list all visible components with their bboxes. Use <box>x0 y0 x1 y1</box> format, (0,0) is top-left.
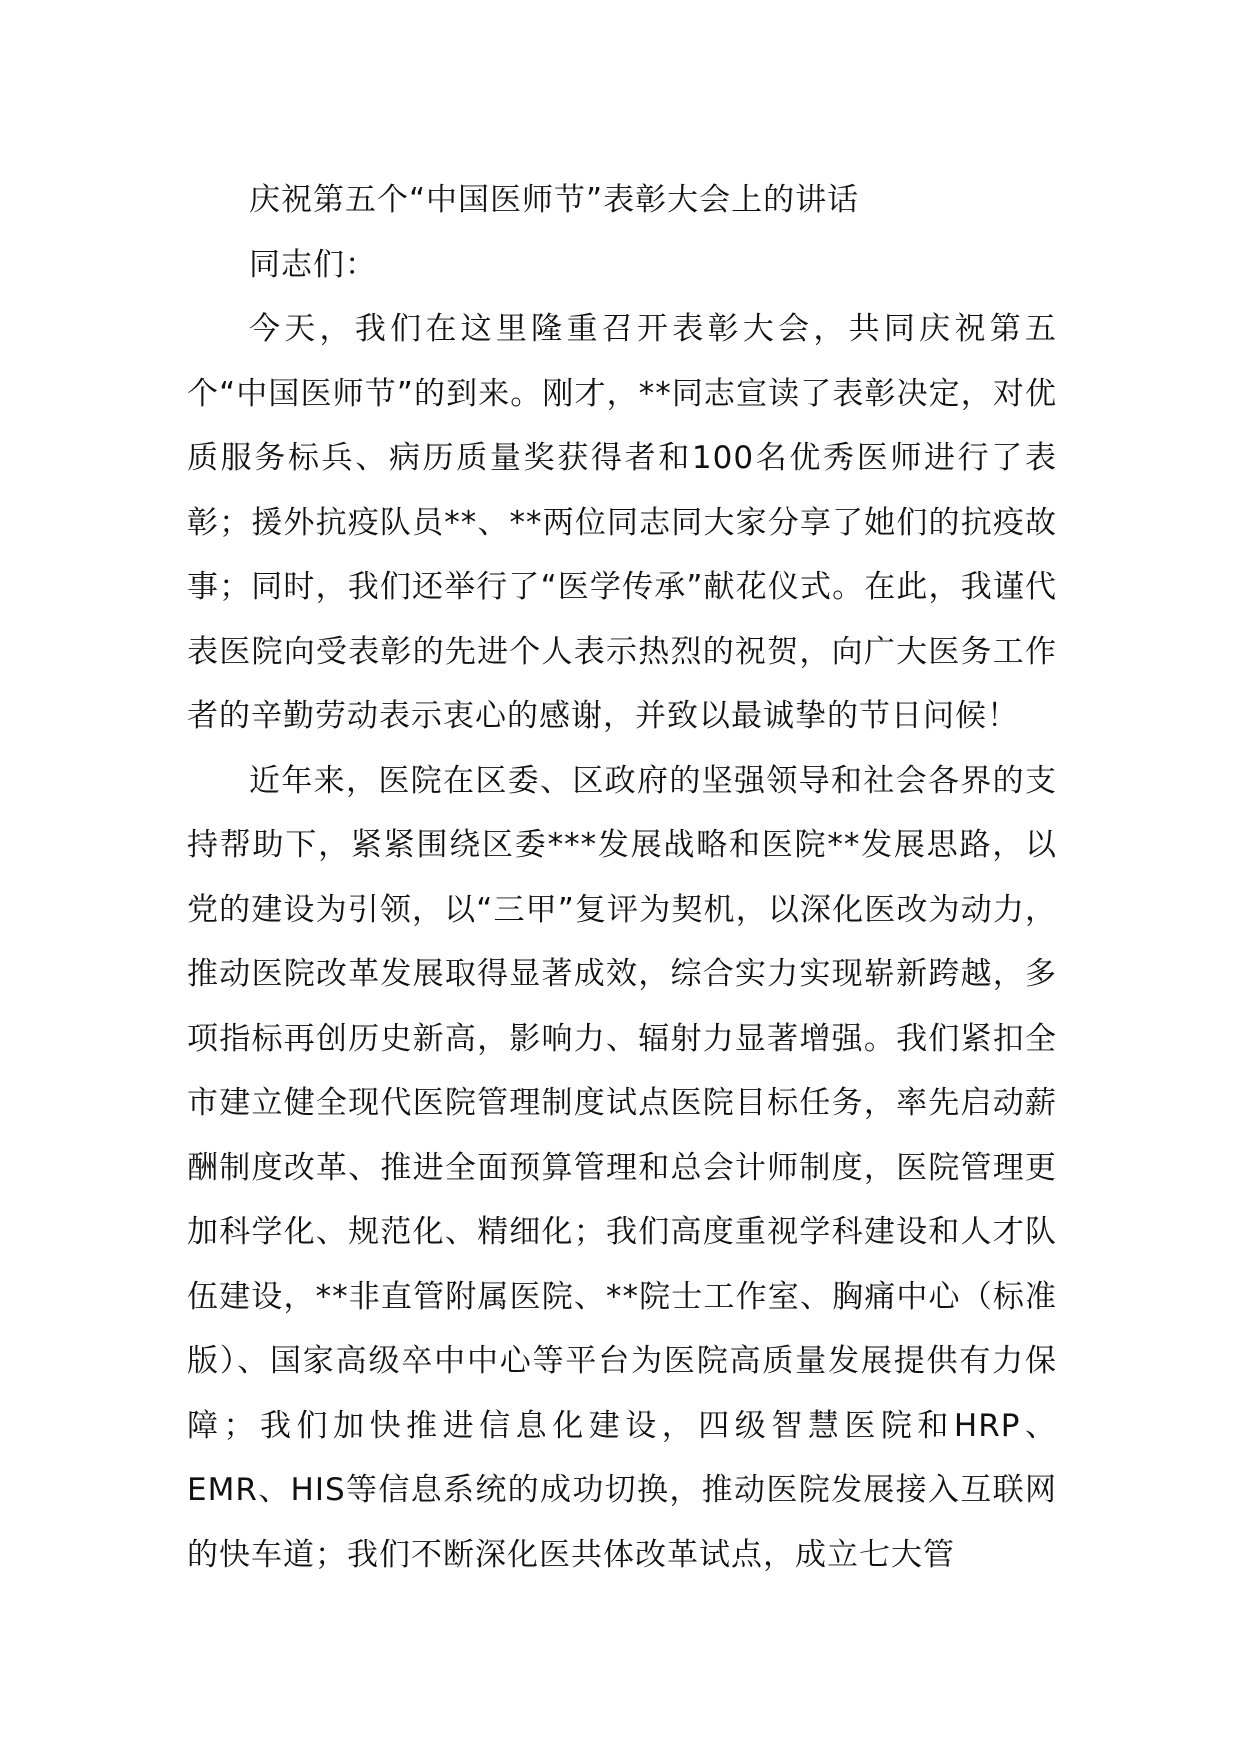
document-title: 庆祝第五个“中国医师节”表彰大会上的讲话 <box>249 182 860 218</box>
salutation: 同志们： <box>249 246 377 283</box>
document-body <box>187 168 1057 1587</box>
paragraph-2: 近年来，医院在区委、区政府的坚强领导和社会各界的支持帮助下，紧紧围绕区委***发展战略和医院**发展思路，以党的建设为引领，以“三甲”复评为契机，以深化医改为动力，推动医院改革发展取得显著成效，综合实力实现崭新跨越，多项指标再创历史新高，影响力、辐射力显著增强。我们紧扣全市建立健全现代医院管理制度试点医院目标任务，率先启动薪酬制度改革、推进全面预算管理和总会计师制度，医院管理更加科学化、规范化、精细化；我们高度重视学科建设和人才队伍建设，**非直管附属医院、**院士工作室、胸痛中心（标准版）、国家高级卒中中心等平台为医院高质量发展提供有力保障；我们加快推进信息化建设，四级智慧医院和HRP、EMR、HIS等信息系统的成功切换，推动医院发展接入互联网的快车道；我们不断深化医共体改革试点，成立七大管 <box>187 762 1057 1573</box>
paragraph-1: 今天，我们在这里隆重召开表彰大会，共同庆祝第五个“中国医师节”的到来。刚才，**同志宣读了表彰决定，对优质服务标兵、病历质量奖获得者和100名优秀医师进行了表彰；援外抗疫队员**、**两位同志同大家分享了她们的抗疫故事；同时，我们还举行了“医学传承”献花仪式。在此，我谨代表医院向受表彰的先进个人表示热烈的祝贺，向广大医务工作者的辛勤劳动表示衷心的感谢，并致以最诚挚的节日问候！ <box>187 311 1057 734</box>
